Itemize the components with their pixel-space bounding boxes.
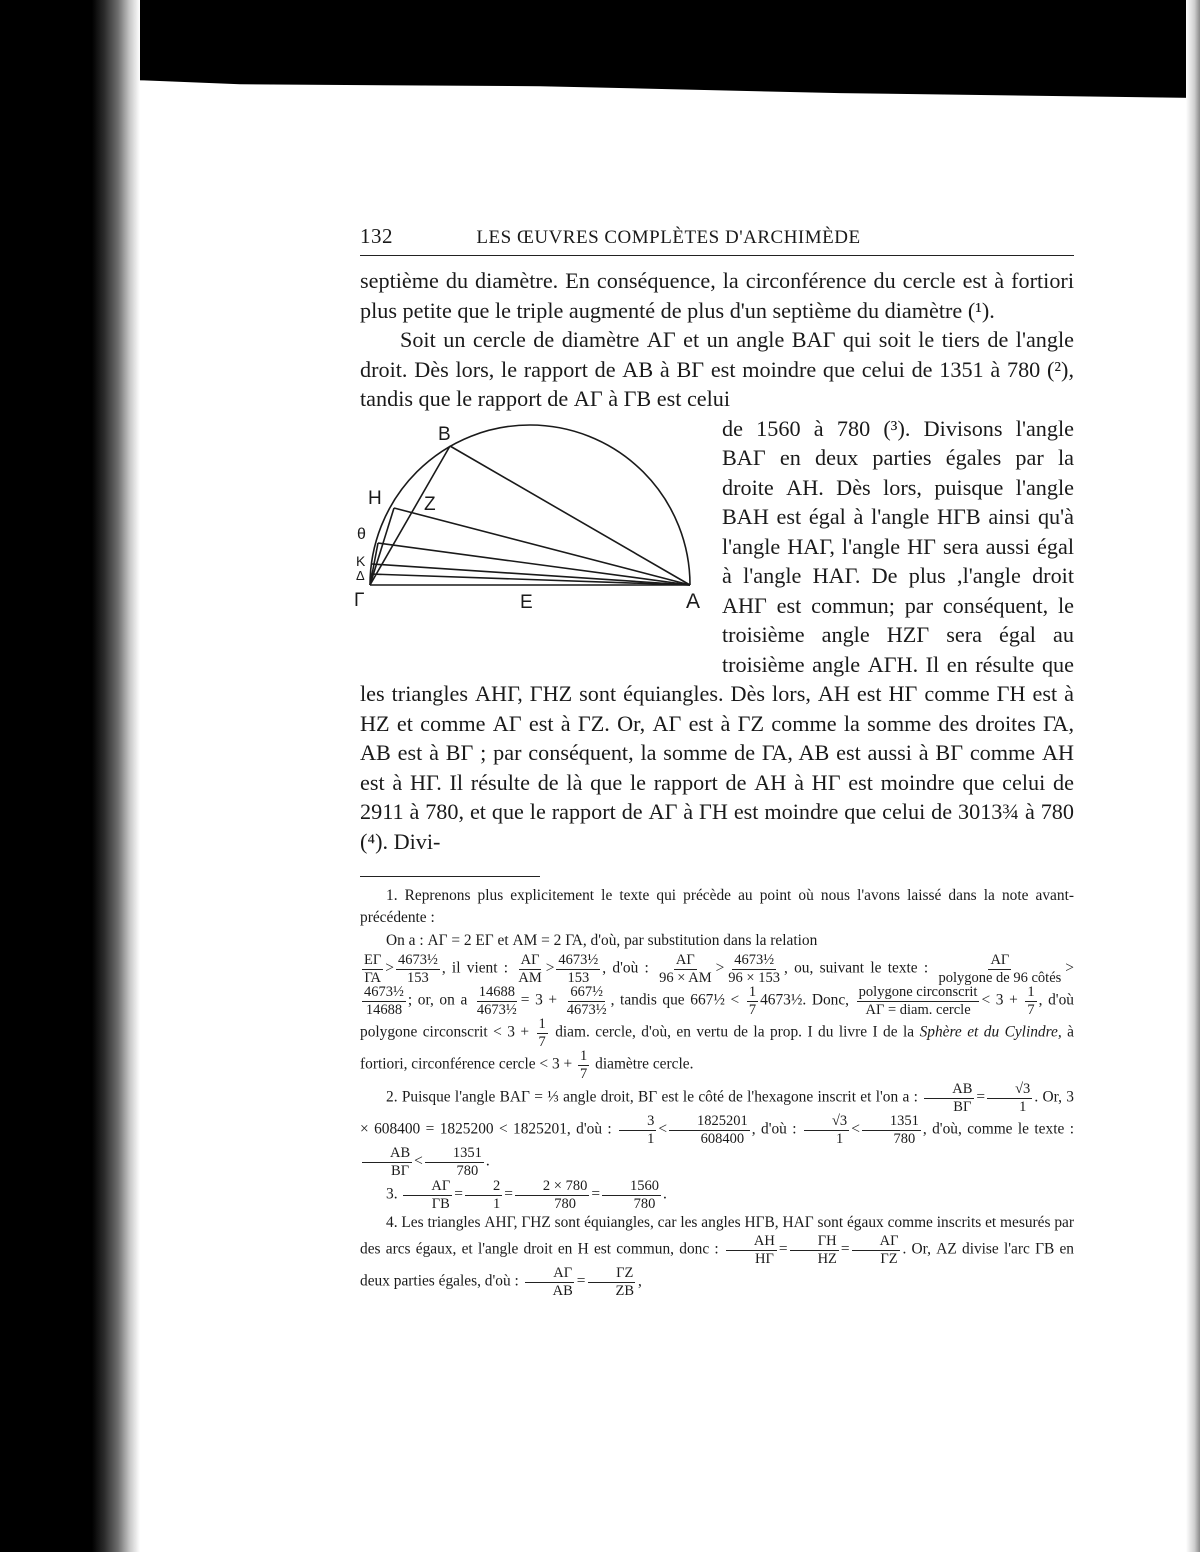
- fraction: $\frac{√3}{1}$: [804, 1114, 849, 1146]
- running-head: [360, 224, 1074, 256]
- fraction: $\frac{AB}{B\Gamma}$: [362, 1146, 412, 1178]
- fraction: $\frac{AB}{B\Gamma}$: [924, 1082, 974, 1114]
- fraction: $\frac{1}{7}$: [580, 1048, 588, 1082]
- fraction: $\frac{1}{7}$: [1027, 984, 1035, 1018]
- fraction: $\frac{√3}{1}$: [987, 1082, 1032, 1114]
- fraction: $\frac{\text{polygone circonscrit}}{\text{ΑΓ = diam. cercle}}$: [858, 984, 978, 1018]
- label-A: A: [686, 589, 701, 613]
- page-number: 132: [360, 224, 393, 248]
- fraction: $\frac{\text{4673½}}{153}$: [397, 952, 438, 986]
- paragraph-2b: de 1560 à 780 (³). Divisons l'angle ΒΑΓ en deux parties égales par la droite ΑΗ. Dès lors, puisque l'angle ΒΑΗ est égal à l'angle ΗΓΒ ainsi qu'à l'angle ΗΑΓ, l'angle ΗΓ sera aussi égal à l'angle ΗΑΓ. De plus ,l'angle droit ΑΗΓ est commun; par conséquent, le troisième angle ΗΖΓ sera égal au troisième angle ΑΓΗ. Il en résulte que les triangles ΑΗΓ, ΓΗΖ sont équiangles. Dès lors, ΑΗ est ΗΓ comme ΓΗ est à ΗΖ et comme ΑΓ est à ΓΖ. Or, ΑΓ est à ΓΖ comme la somme des droites ΓΑ, ΑΒ est à ΒΓ ; par conséquent, la somme de ΓΑ, ΑΒ est aussi à ΒΓ comme ΑΗ est à ΗΓ. Il résulte de là que le rapport de ΑΗ à ΗΓ est moindre que celui de 2911 à 780, et que le rapport de ΑΓ à ΓΗ est moindre que celui de 3013¾ à 780 (⁴). Divi-: [360, 415, 1074, 854]
- body-text: [354, 266, 1074, 856]
- fraction: $\frac{3}{1}$: [619, 1114, 656, 1146]
- label-B: B: [438, 423, 451, 445]
- fraction: $\frac{1}{7}$: [748, 984, 757, 1018]
- semicircle-figure: [352, 412, 712, 658]
- fraction: $\frac{2 \times 780}{780}$: [515, 1179, 589, 1211]
- fraction: $\frac{\Gamma Z}{ZB}$: [587, 1266, 636, 1298]
- note-1-line-2: On a : ΑΓ = 2 ΕΓ et ΑΜ = 2 ΓΑ, d'où, par substitution dans la relation: [386, 932, 818, 949]
- geometry-diagram: [352, 412, 712, 658]
- line-A-delta: [370, 574, 690, 585]
- fraction: $\frac{E\Gamma}{\Gamma A}$: [364, 952, 382, 986]
- paragraph-2a: Soit un cercle de diamètre ΑΓ et un angle ΒΑΓ qui soit le tiers de l'angle droit. Dès lors, le rapport de ΑΒ à ΒΓ est moindre que celui de 1351 à 780 (²), tandis que le rapport de ΑΓ à ΓΒ est celui: [360, 327, 1074, 411]
- fraction: $\frac{1351}{780}$: [425, 1146, 484, 1178]
- fraction: $\frac{1825201}{608400}$: [669, 1114, 750, 1146]
- fraction: $\frac{\text{667½}}{\text{4673½}}$: [566, 984, 607, 1018]
- label-theta: θ: [357, 525, 366, 543]
- fraction: $\frac{AH}{H\Gamma}$: [726, 1234, 777, 1266]
- fraction: $\frac{A\Gamma}{\Gamma Z}$: [852, 1234, 901, 1266]
- fraction: $\frac{\text{4673½}}{14688}$: [364, 984, 404, 1018]
- line-A-B: [450, 446, 690, 585]
- book-page: [354, 224, 1075, 1299]
- fraction: $\frac{\text{4673½}}{153}$: [558, 952, 599, 986]
- fraction: $\frac{\text{4673½}}{96 \times 153}$: [728, 952, 780, 986]
- note-1-line-1: 1. Reprenons plus explicitement le texte qui précède au point où nous l'avons laissé dans la note avant-précédente :: [360, 887, 1074, 926]
- label-Z: Z: [424, 493, 436, 515]
- label-delta: Δ: [356, 567, 365, 583]
- fraction: $\frac{14688}{\text{4673½}}$: [476, 984, 517, 1018]
- paragraph-1: septième du diamètre. En conséquence, la circonférence du cercle est à fortiori plus petite que le triple augmenté de plus d'un septième du diamètre (¹).: [360, 268, 1074, 323]
- fraction: $\frac{1351}{780}$: [862, 1114, 921, 1146]
- note-2: 2. Puisque l'angle ΒΑΓ = ⅓ angle droit, ΒΓ est le côté de l'hexagone inscrit et l'on a : $\frac{AB}{B\Gamma}$ = $\frac{√3}{1}$ . Or, 3 × 608400 = 1825200 < 1825201, d'où : $\frac{3}{1}$ < $\frac{1825201}{608400}$ , d'où : $\frac{√3}{1}$ < $\frac{1351}{780}$ , d'où, comme le texte : $\frac{AB}{B\Gamma}$ < $\frac{1351}{780}$ .: [360, 1081, 1074, 1179]
- line-A-K: [372, 564, 690, 585]
- fraction: $\frac{A\Gamma}{\text{polygone de 96 côtés}}$: [938, 952, 1062, 986]
- note-1-formulas: $\frac{E\Gamma}{\Gamma A}$ > $\frac{\text{4673½}}{153}$ , il vient : $\frac{A\Gamma}{AM}$ > $\frac{\text{4673½}}{153}$ , d'où : $\frac{A\Gamma}{96 \times AM}$ > $\frac{\text{4673½}}{96 \times 153}$ , ou, suivant le texte : $\frac{A\Gamma}{\text{polygone de 96 côtés}}$ > $\frac{\text{4673½}}{14688}$ ; or, on a $\frac{14688}{\text{4673½}}$ = 3 + $\frac{\text{667½}}{\text{4673½}}$ , tandis que 667½ < $\frac{1}{7}$ 4673½. Donc, $\frac{\text{polygone circonscrit}}{\text{ΑΓ = diam. cercle}}$ < 3 + $\frac{1}{7}$ , d'où polygone circonscrit < 3 + $\frac{1}{7}$ diam. cercle, d'où, en vertu de la prop. I du livre I de la Sphère et du Cylindre, à fortiori, circonférence cercle < 3 + $\frac{1}{7}$ diamètre cercle.: [360, 952, 1075, 1082]
- fraction: $\frac{2}{1}$: [465, 1179, 502, 1211]
- fraction: $\frac{1560}{780}$: [602, 1179, 661, 1211]
- fraction: $\frac{A\Gamma}{96 \times AM}$: [659, 952, 712, 986]
- footnote-rule: [360, 876, 540, 877]
- fraction: $\frac{\Gamma H}{HZ}$: [790, 1234, 839, 1266]
- scan-shadow-top: [0, 0, 1200, 98]
- label-H: H: [368, 487, 382, 509]
- scan-shadow-right: [1186, 0, 1200, 1552]
- line-A-theta: [378, 543, 690, 585]
- running-title: LES ŒUVRES COMPLÈTES D'ARCHIMÈDE: [476, 227, 861, 248]
- line-A-H: [394, 508, 690, 585]
- fraction: $\frac{1}{7}$: [538, 1016, 546, 1050]
- label-E: E: [520, 591, 533, 613]
- semicircle-arc: [370, 425, 690, 585]
- note-4: 4. Les triangles ΑΗΓ, ΓΗΖ sont équiangles, car les angles ΗΓΒ, ΗΑΓ sont égaux comme inscrits et mesurés par des arcs égaux, et l'angle droit en Η est commun, donc : $\frac{AH}{H\Gamma}$ = $\frac{\Gamma H}{HZ}$ = $\frac{A\Gamma}{\Gamma Z}$ . Or, ΑΖ divise l'arc ΓΒ en deux parties égales, d'où : $\frac{A\Gamma}{AB}$ = $\frac{\Gamma Z}{ZB}$ ,: [360, 1214, 1074, 1299]
- fraction: $\frac{A\Gamma}{\Gamma B}$: [403, 1179, 452, 1211]
- label-K: K: [356, 552, 366, 569]
- fraction: $\frac{A\Gamma}{AB}$: [525, 1266, 575, 1298]
- scan-shadow-left: [0, 0, 140, 1552]
- label-gamma: Γ: [354, 589, 365, 611]
- footnotes: [360, 885, 1074, 1298]
- fraction: $\frac{A\Gamma}{AM}$: [518, 952, 542, 986]
- note-3: 3. $\frac{A\Gamma}{\Gamma B}$ = $\frac{2}{1}$ = $\frac{2 \times 780}{780}$ = $\frac{1560}{780}$ .: [386, 1178, 667, 1212]
